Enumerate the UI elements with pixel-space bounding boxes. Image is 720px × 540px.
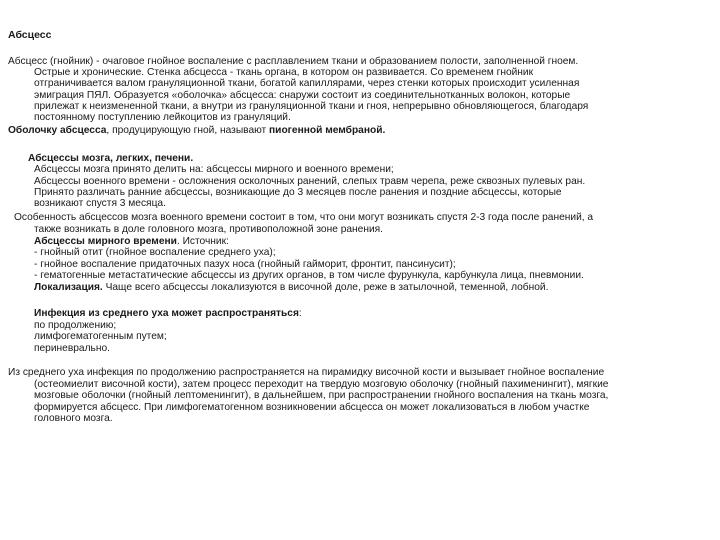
pyogenic-membrane-term: пиогенной мембраной.	[269, 125, 386, 136]
intro-line: постоянному поступлению лейкоцитов из грануляций.	[34, 112, 291, 123]
source-item: - гнойный отит (гнойное воспаление среднего уха);	[34, 247, 276, 258]
peacetime-heading: Абсцессы мирного времени	[34, 236, 177, 247]
brain-abscess-heading: Абсцессы мозга, легких, печени.	[28, 153, 194, 164]
final-line: формируется абсцесс. При лимфогематогенном возникновении абсцесса он может локализоваться в любом участке	[34, 402, 590, 413]
intro-line: отграничивается валом грануляционной ткани, богатой капиллярами, через стенки которых происходит усиленная	[34, 78, 580, 89]
intro-line: Абсцесс (гнойник) - очаговое гнойное воспаление с расплавлением ткани и образованием полости, заполненной гноем.	[8, 56, 579, 67]
localization-text: Чаще всего абсцессы локализуются в височной доле, реже в затылочной, теменной, лобной.	[102, 282, 549, 293]
final-line: головного мозга.	[34, 413, 113, 424]
spread-heading: Инфекция из среднего уха может распространяться	[34, 308, 299, 319]
spread-way: по продолжению;	[34, 320, 117, 331]
intro-line: Острые и хронические. Стенка абсцесса - ткань органа, в котором он развивается. Со временем гнойник	[34, 67, 534, 78]
intro-line: эмиграция ПЯЛ. Образуется «оболочка» абсцесса: снаружи состоит из соединительнотканных волокон, которые	[34, 90, 571, 101]
brain-line: Принято различать ранние абсцессы, возникающие до 3 месяцев после ранения и поздние абсцессы, которые	[34, 187, 562, 198]
membrane-paragraph	[8, 125, 385, 137]
final-line: мозговые оболочки (гнойный лептоменингит), в дальнейшем, при распространении гнойного воспаления на ткань мозга,	[34, 390, 609, 401]
feature-line: также возникать в доле головного мозга, противоположной зоне ранения.	[34, 224, 383, 235]
document-title: Абсцесс	[8, 29, 52, 41]
intro-line: прилежат к неизмененной ткани, а внутри из грануляционной ткани и гноя, непрерывно обновляющегося, благодаря	[34, 101, 589, 112]
final-line: (остеомиелит височной кости), затем процесс переходит на твердую мозговую оболочку (гнойный пахименингит), мягкие	[34, 379, 609, 390]
final-line: Из среднего уха инфекция по продолжению распространяется на пирамидку височной кости и вызывает гнойное воспаление	[8, 367, 605, 378]
localization-label: Локализация.	[34, 282, 103, 293]
feature-line: Особенность абсцессов мозга военного времени состоит в том, что они могут возникать спустя 2-3 года после ранений, а	[14, 212, 594, 223]
spread-way: лимфогематогенным путем;	[34, 331, 167, 342]
spread-colon: :	[298, 308, 302, 319]
membrane-text: , продуцирующую гной, называют	[106, 125, 270, 136]
source-item: - гнойное воспаление придаточных пазух носа (гнойный гайморит, фронтит, пансинусит);	[34, 259, 456, 270]
brain-line: Абсцессы мозга принято делить на: абсцессы мирного и военного времени;	[34, 164, 394, 175]
brain-line: возникают спустя 3 месяца.	[34, 198, 166, 209]
membrane-term: Оболочку абсцесса	[8, 125, 107, 136]
spread-way: периневрально.	[34, 343, 110, 354]
brain-line: Абсцессы военного времени - осложнения осколочных ранений, слепых травм черепа, реже сквозных пулевых ран.	[34, 176, 586, 187]
source-item: - гематогенные метастатические абсцессы из других органов, в том числе фурункула, карбункула лица, пневмонии.	[34, 270, 584, 281]
sources-label: . Источник:	[176, 236, 229, 247]
